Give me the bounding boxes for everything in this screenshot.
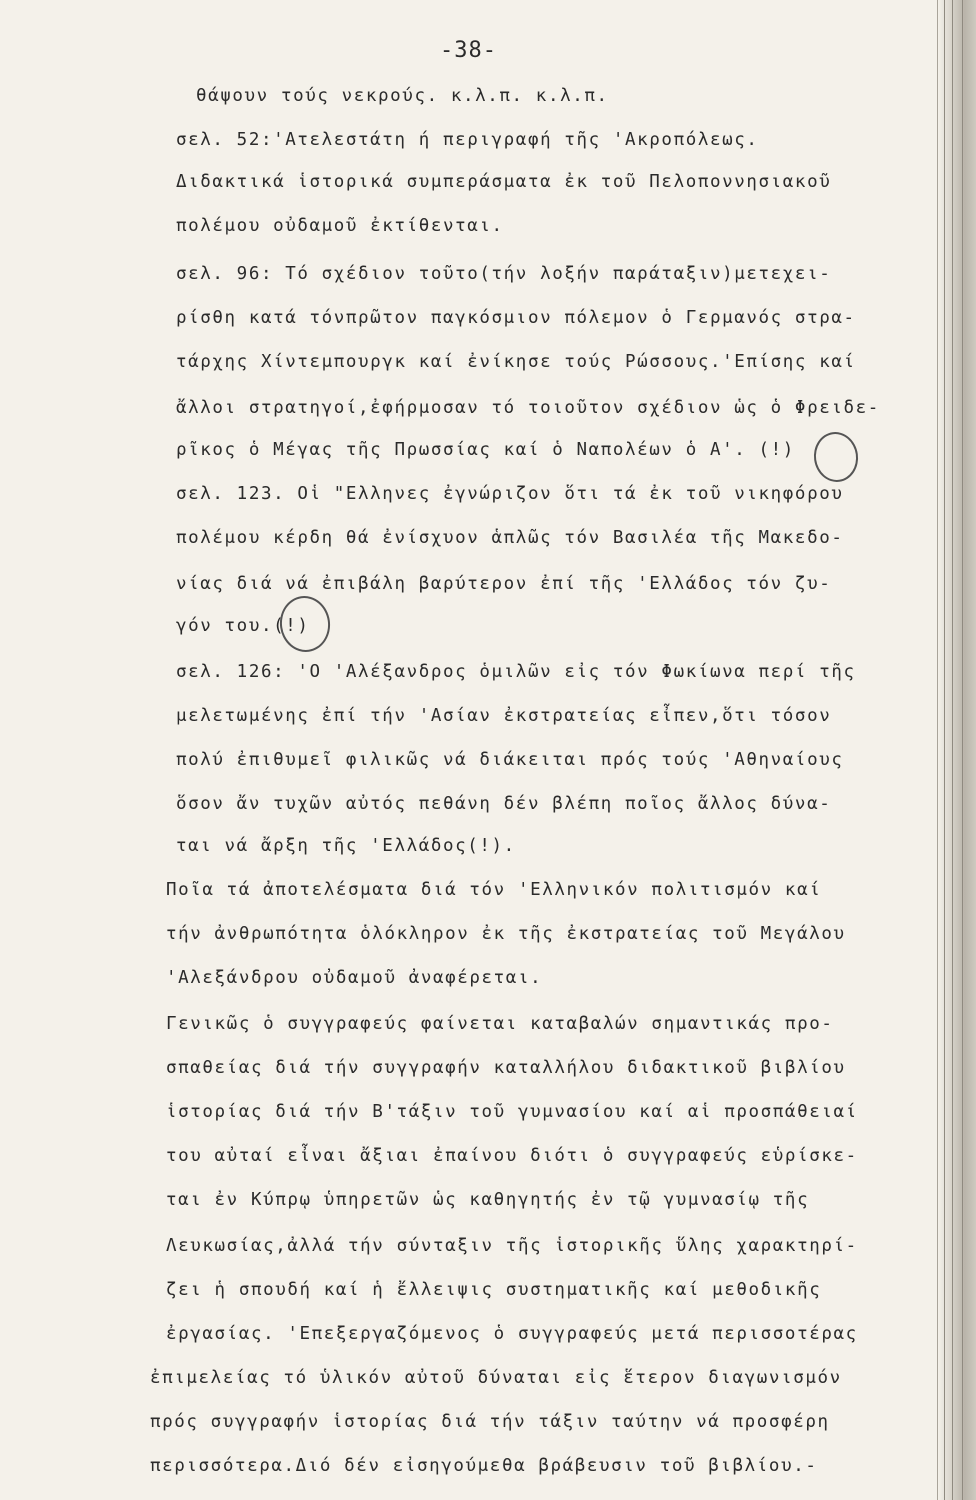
text-line-15: μελετωμένης ἐπί τήν 'Ασίαν ἐκστρατείας εἶπεν,ὅτι τόσον xyxy=(176,706,832,726)
text-line-3: Διδακτικά ἱστορικά συμπεράσματα ἐκ τοῦ Πελοποννησιακοῦ xyxy=(176,172,832,192)
text-line-30: ἐπιμελείας τό ὑλικόν αὐτοῦ δύναται εἰς ἕτερον διαγωνισμόν xyxy=(150,1368,842,1388)
text-line-11: πολέμου κέρδη θά ἐνίσχυον ἁπλῶς τόν Βασιλέα τῆς Μακεδο- xyxy=(176,528,844,548)
text-line-17: ὅσον ἄν τυχῶν αὐτός πεθάνη δέν βλέπη ποῖος ἄλλος δύνα- xyxy=(176,794,832,814)
text-line-29: ἐργασίας. 'Επεξεργαζόμενος ὁ συγγραφεύς μετά περισσοτέρας xyxy=(166,1324,858,1344)
text-line-1: θάψουν τούς νεκρούς. κ.λ.π. κ.λ.π. xyxy=(196,86,609,106)
text-line-6: ρίσθη κατά τόνπρῶτον παγκόσμιον πόλεμον ὁ Γερμανός στρα- xyxy=(176,308,856,328)
text-line-16: πολύ ἐπιθυμεῖ φιλικῶς νά διάκειται πρός τούς 'Αθηναίους xyxy=(176,750,844,770)
text-line-25: του αὐταί εἶναι ἄξιαι ἐπαίνου διότι ὁ συγγραφεύς εὑρίσκε- xyxy=(166,1146,858,1166)
text-line-32: περισσότερα.Διό δέν εἰσηγούμεθα βράβευσιν τοῦ βιβλίου.- xyxy=(150,1456,818,1476)
text-line-22: Γενικῶς ὁ συγγραφεύς φαίνεται καταβαλών σημαντικάς προ- xyxy=(166,1014,834,1034)
text-line-18: ται νά ἄρξη τῆς 'Ελλάδος(!). xyxy=(176,836,516,856)
text-line-9: ρῖκος ὁ Μέγας τῆς Πρωσσίας καί ὁ Ναπολέων ὁ Α'. (!) xyxy=(176,440,795,460)
page-binding-edge xyxy=(937,0,976,1500)
text-line-10: σελ. 123. Οἱ "Ελληνες ἐγνώριζον ὅτι τά ἐκ τοῦ νικηφόρου xyxy=(176,484,844,504)
page-number: -38- xyxy=(440,38,497,63)
text-line-8: ἄλλοι στρατηγοί,ἐφήρμοσαν τό τοιοῦτον σχέδιον ὡς ὁ Φρειδε- xyxy=(176,398,880,418)
text-line-31: πρός συγγραφήν ἱστορίας διά τήν τάξιν ταύτην νά προσφέρη xyxy=(150,1412,830,1432)
text-line-14: σελ. 126: 'Ο 'Αλέξανδρος ὁμιλῶν εἰς τόν Φωκίωνα περί τῆς xyxy=(176,662,856,682)
text-line-27: Λευκωσίας,ἀλλά τήν σύνταξιν τῆς ἱστορικῆς ὕλης χαρακτηρί- xyxy=(166,1236,858,1256)
handwritten-circle-mark xyxy=(811,429,862,485)
text-line-5: σελ. 96: Τό σχέδιον τοῦτο(τήν λοξήν παράταξιν)μετεχει- xyxy=(176,264,832,284)
handwritten-circle-mark xyxy=(276,593,333,655)
text-line-4: πολέμου οὐδαμοῦ ἐκτίθενται. xyxy=(176,216,504,236)
text-line-20: τήν ἀνθρωπότητα ὁλόκληρον ἐκ τῆς ἐκστρατείας τοῦ Μεγάλου xyxy=(166,924,846,944)
text-line-21: 'Αλεξάνδρου οὐδαμοῦ ἀναφέρεται. xyxy=(166,968,543,988)
text-line-7: τάρχης Χίντεμπουργκ καί ἐνίκησε τούς Ρώσσους.'Επίσης καί xyxy=(176,352,856,372)
text-line-13: γόν του.(!) xyxy=(176,616,310,636)
text-line-2: σελ. 52:'Ατελεστάτη ή περιγραφή τῆς 'Ακροπόλεως. xyxy=(176,130,759,150)
text-line-28: ζει ἡ σπουδή καί ἡ ἔλλειψις συστηματικῆς καί μεθοδικῆς xyxy=(166,1280,822,1300)
text-line-24: ἱστορίας διά τήν Β'τάξιν τοῦ γυμνασίου καί αἱ προσπάθειαί xyxy=(166,1102,858,1122)
text-line-19: Ποῖα τά ἀποτελέσματα διά τόν 'Ελληνικόν πολιτισμόν καί xyxy=(166,880,822,900)
text-line-23: σπαθείας διά τήν συγγραφήν καταλλήλου διδακτικοῦ βιβλίου xyxy=(166,1058,846,1078)
text-line-26: ται ἐν Κύπρῳ ὑπηρετῶν ὡς καθηγητής ἐν τῷ γυμνασίῳ τῆς xyxy=(166,1190,810,1210)
text-line-12: νίας διά νά ἐπιβάλη βαρύτερον ἐπί τῆς 'Ελλάδος τόν ζυ- xyxy=(176,574,832,594)
